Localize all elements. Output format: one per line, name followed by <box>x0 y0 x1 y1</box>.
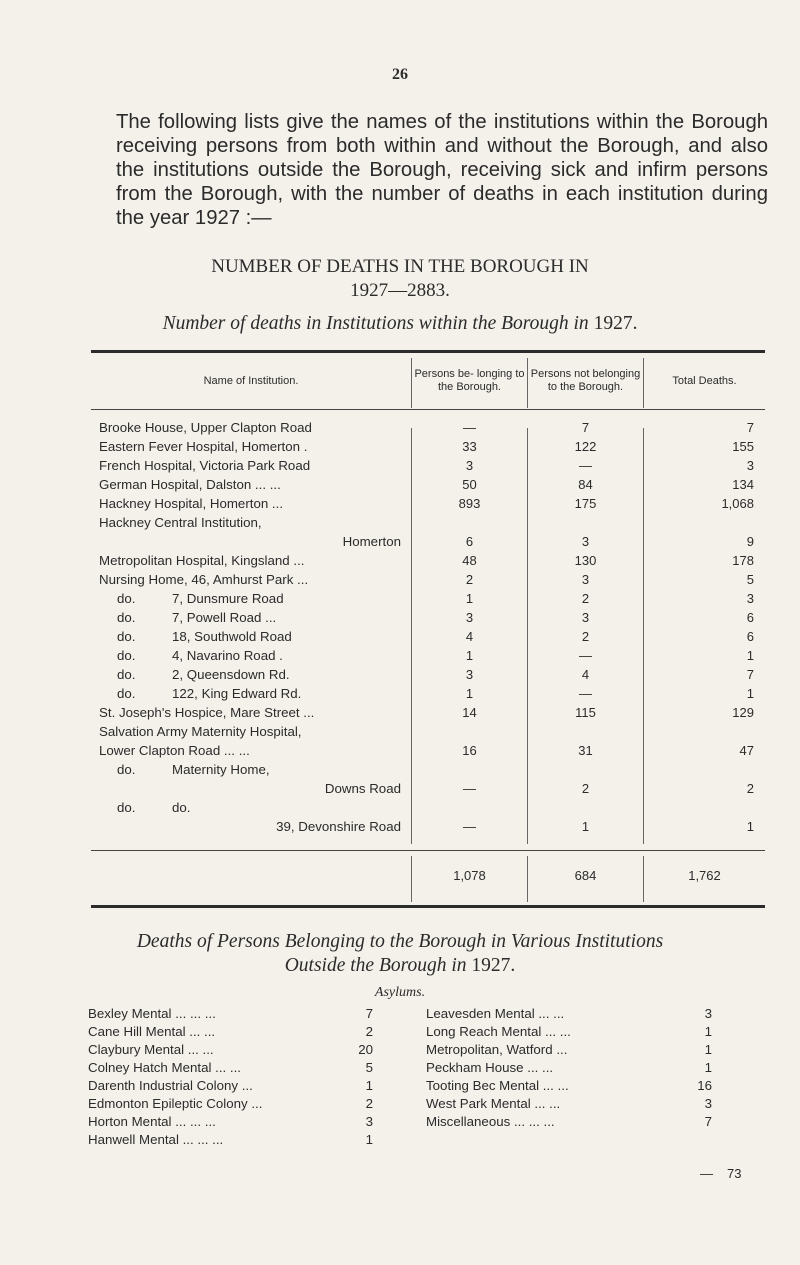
total-value: 2 <box>746 781 754 796</box>
belonging-value: 48 <box>462 553 477 568</box>
institution-label: 39, Devonshire Road <box>276 819 401 834</box>
total-value: 155 <box>732 439 754 454</box>
asylum-item <box>426 1060 712 1078</box>
table-row <box>91 439 765 457</box>
total-value: 134 <box>732 477 754 492</box>
table-row <box>91 477 765 495</box>
table-row <box>91 553 765 571</box>
asylum-count: 3 <box>365 1114 373 1129</box>
institution-name <box>117 762 401 777</box>
institution-name <box>99 439 401 454</box>
belonging-value: — <box>463 819 476 834</box>
not-belonging-value: 2 <box>581 781 590 796</box>
belonging-value: 3 <box>465 667 474 682</box>
institution-label: 2, Queensdown Rd. <box>172 667 290 682</box>
asylum-name: Metropolitan, Watford ... <box>426 1042 568 1057</box>
ditto-mark: do. <box>117 648 136 663</box>
not-belonging-value: 7 <box>581 420 590 435</box>
header-divider <box>411 358 412 408</box>
asylum-count: 2 <box>365 1096 373 1111</box>
institution-name <box>117 667 401 682</box>
institution-label: Lower Clapton Road ... ... <box>99 743 250 758</box>
asylum-item <box>88 1006 373 1024</box>
asylum-name: Colney Hatch Mental ... ... <box>88 1060 241 1075</box>
heading-line-2: 1927—2883. <box>350 280 450 301</box>
asylum-count: 16 <box>697 1078 712 1093</box>
total-value: 7 <box>746 420 754 435</box>
asylum-name: Darenth Industrial Colony ... <box>88 1078 253 1093</box>
asylum-item <box>88 1042 373 1060</box>
asylum-count: 3 <box>704 1096 712 1111</box>
asylum-count: 1 <box>365 1078 373 1093</box>
not-belonging-value: 84 <box>578 477 593 492</box>
belonging-value: 3 <box>465 610 474 625</box>
total-value: 3 <box>746 458 754 473</box>
institution-label: Hackney Central Institution, <box>99 515 262 530</box>
asylums-label: Asylums. <box>374 985 426 1000</box>
total-value: 129 <box>732 705 754 720</box>
not-belonging-value: 115 <box>575 705 596 720</box>
table-row <box>91 762 765 780</box>
not-belonging-value: 3 <box>581 534 590 549</box>
grand-total-value: 73 <box>727 1166 742 1181</box>
heading-line-1: NUMBER OF DEATHS IN THE BOROUGH IN <box>211 256 589 277</box>
belonging-value: 50 <box>462 477 477 492</box>
asylum-name: Leavesden Mental ... ... <box>426 1006 565 1021</box>
institution-label: 7, Powell Road ... <box>172 610 277 625</box>
asylum-count: 5 <box>365 1060 373 1075</box>
table-row <box>91 534 765 552</box>
ditto-mark: do. <box>117 800 136 815</box>
total-not-belonging: 684 <box>574 868 597 883</box>
total-value: 47 <box>739 743 754 758</box>
asylum-item <box>88 1096 373 1114</box>
grand-total-dash: — <box>700 1166 713 1181</box>
outside-title-line-1: Deaths of Persons Belonging to the Borough in Various Institutions <box>136 931 664 952</box>
institution-label: Hackney Hospital, Homerton ... <box>99 496 284 511</box>
asylum-name: Cane Hill Mental ... ... <box>88 1024 216 1039</box>
subheading-text: Number of deaths in Institutions within the Borough in <box>162 313 589 334</box>
institution-name <box>99 705 401 720</box>
totals-row <box>91 868 765 886</box>
subheading-year: 1927. <box>593 313 638 334</box>
institution-name <box>99 458 401 473</box>
institution-label: Eastern Fever Hospital, Homerton . <box>99 439 308 454</box>
ditto-mark: do. <box>117 667 136 682</box>
table-row <box>91 667 765 685</box>
table-row <box>91 819 765 837</box>
institution-label: Downs Road <box>324 781 401 796</box>
ditto-mark: do. <box>117 686 136 701</box>
not-belonging-value: — <box>579 458 592 473</box>
belonging-value: — <box>463 781 476 796</box>
asylum-name: Long Reach Mental ... ... <box>426 1024 571 1039</box>
table-row <box>91 781 765 799</box>
institution-label: 122, King Edward Rd. <box>172 686 302 701</box>
institution-name <box>117 591 401 606</box>
total-belonging: 1,078 <box>453 868 486 883</box>
not-belonging-value: 3 <box>581 610 590 625</box>
belonging-value: 893 <box>458 496 481 511</box>
table-row <box>91 743 765 761</box>
table-row <box>91 610 765 628</box>
asylum-count: 1 <box>704 1060 712 1075</box>
total-value: 1 <box>746 686 754 701</box>
asylum-count: 2 <box>365 1024 373 1039</box>
asylum-count: 3 <box>704 1006 712 1021</box>
ditto-mark: do. <box>117 591 136 606</box>
asylum-item <box>426 1114 712 1132</box>
total-value: 6 <box>746 629 754 644</box>
table-row <box>91 515 765 533</box>
asylum-count: 20 <box>358 1042 373 1057</box>
asylum-name: Peckham House ... ... <box>426 1060 554 1075</box>
not-belonging-value: 1 <box>581 819 590 834</box>
total-value: 3 <box>746 591 754 606</box>
institution-label: Homerton <box>342 534 401 549</box>
table-row <box>91 420 765 438</box>
institutions-table <box>91 350 765 910</box>
belonging-value: 1 <box>465 591 474 606</box>
outside-title-year: 1927. <box>471 955 516 976</box>
asylum-name: Miscellaneous ... ... ... <box>426 1114 555 1129</box>
total-value: 9 <box>746 534 754 549</box>
institution-name <box>117 610 401 625</box>
table-row <box>91 458 765 476</box>
ditto-mark: do. <box>117 610 136 625</box>
asylum-name: West Park Mental ... ... <box>426 1096 561 1111</box>
total-deaths: 1,762 <box>688 868 721 883</box>
asylum-name: Edmonton Epileptic Colony ... <box>88 1096 263 1111</box>
ditto-mark: do. <box>117 629 136 644</box>
intro-paragraph: The following lists give the names of the institutions within the Borough receiving persons from both within and without the Borough, and also the institutions outside the Borough, receiving sick and infirm persons from the Borough, with the number of deaths in each institution during the year 1927 :— <box>116 111 768 229</box>
not-belonging-value: — <box>579 686 592 701</box>
ditto-mark: do. <box>117 762 136 777</box>
asylum-name: Bexley Mental ... ... ... <box>88 1006 216 1021</box>
table-row <box>91 686 765 704</box>
asylum-count: 1 <box>704 1042 712 1057</box>
belonging-value: 33 <box>462 439 477 454</box>
institution-label: 4, Navarino Road . <box>172 648 283 663</box>
asylum-item <box>88 1114 373 1132</box>
institution-name <box>99 572 401 587</box>
not-belonging-value: — <box>579 648 592 663</box>
deaths-heading <box>0 255 800 303</box>
outside-borough-title <box>0 930 800 978</box>
belonging-value: — <box>463 420 476 435</box>
institution-label: do. <box>172 800 191 815</box>
asylum-item <box>426 1078 712 1096</box>
header-name: Name of Institution. <box>203 374 299 387</box>
asylum-item <box>88 1024 373 1042</box>
asylum-count: 1 <box>365 1132 373 1147</box>
asylum-item <box>426 1042 712 1060</box>
not-belonging-value: 175 <box>574 496 597 511</box>
table-header-rule <box>91 409 765 410</box>
not-belonging-value: 31 <box>578 743 593 758</box>
asylum-name: Claybury Mental ... ... <box>88 1042 214 1057</box>
institution-label: Salvation Army Maternity Hospital, <box>99 724 302 739</box>
institution-name <box>99 515 401 530</box>
institution-label: 18, Southwold Road <box>172 629 292 644</box>
asylum-count: 7 <box>704 1114 712 1129</box>
belonging-value: 1 <box>465 648 474 663</box>
table-row <box>91 724 765 742</box>
total-value: 1,068 <box>721 496 754 511</box>
institution-name <box>117 629 401 644</box>
total-value: 178 <box>732 553 754 568</box>
institution-name <box>99 743 401 758</box>
table-row <box>91 629 765 647</box>
asylum-count: 1 <box>704 1024 712 1039</box>
total-value: 1 <box>746 648 754 663</box>
not-belonging-value: 4 <box>581 667 590 682</box>
institution-name <box>117 800 401 815</box>
institution-label: 7, Dunsmure Road <box>172 591 284 606</box>
belonging-value: 14 <box>462 705 477 720</box>
asylums-grand-total <box>700 1166 741 1181</box>
not-belonging-value: 2 <box>581 591 590 606</box>
total-value: 5 <box>746 572 754 587</box>
not-belonging-value: 130 <box>574 553 597 568</box>
total-value: 1 <box>746 819 754 834</box>
institution-label: Metropolitan Hospital, Kingsland ... <box>99 553 305 568</box>
belonging-value: 2 <box>465 572 474 587</box>
institution-name <box>117 648 401 663</box>
institution-name <box>99 819 401 834</box>
asylum-name: Hanwell Mental ... ... ... <box>88 1132 224 1147</box>
header-not-belonging: Persons not belonging to the Borough. <box>530 368 641 393</box>
table-row <box>91 496 765 514</box>
institution-label: St. Joseph's Hospice, Mare Street ... <box>99 705 315 720</box>
belonging-value: 4 <box>465 629 474 644</box>
asylums-list-left <box>88 1006 373 1150</box>
table-row <box>91 572 765 590</box>
asylum-item <box>88 1060 373 1078</box>
institution-name <box>99 420 401 435</box>
outside-title-line-2: Outside the Borough in <box>284 955 467 976</box>
asylum-item <box>426 1006 712 1024</box>
asylum-count: 7 <box>365 1006 373 1021</box>
within-borough-subheading <box>0 313 800 335</box>
belonging-value: 1 <box>465 686 474 701</box>
table-top-rule <box>91 350 765 353</box>
not-belonging-value: 122 <box>574 439 597 454</box>
asylum-item <box>88 1078 373 1096</box>
table-row <box>91 648 765 666</box>
asylum-name: Horton Mental ... ... ... <box>88 1114 216 1129</box>
asylums-list-right <box>426 1006 712 1132</box>
institution-label: French Hospital, Victoria Park Road <box>99 458 311 473</box>
asylum-item <box>426 1024 712 1042</box>
table-sum-rule <box>91 850 765 851</box>
institution-name <box>99 781 401 796</box>
page-number: 26 <box>392 66 408 83</box>
institution-name <box>99 477 401 492</box>
table-row <box>91 800 765 818</box>
not-belonging-value: 2 <box>581 629 590 644</box>
table-row <box>91 705 765 723</box>
asylum-name: Tooting Bec Mental ... ... <box>426 1078 569 1093</box>
institution-name <box>99 496 401 511</box>
header-belonging: Persons be- longing to the Borough. <box>414 368 525 393</box>
institution-name <box>117 686 401 701</box>
institution-name <box>99 553 401 568</box>
total-value: 6 <box>746 610 754 625</box>
header-divider <box>527 358 528 408</box>
total-value: 7 <box>746 667 754 682</box>
header-total: Total Deaths. <box>672 374 737 387</box>
belonging-value: 6 <box>465 534 474 549</box>
institution-label: Brooke House, Upper Clapton Road <box>99 420 312 435</box>
institution-name <box>99 534 401 549</box>
asylum-item <box>88 1132 373 1150</box>
not-belonging-value: 3 <box>581 572 590 587</box>
institution-label: Maternity Home, <box>172 762 270 777</box>
header-divider <box>643 358 644 408</box>
belonging-value: 3 <box>465 458 474 473</box>
table-bottom-rule <box>91 905 765 908</box>
table-row <box>91 591 765 609</box>
institution-label: German Hospital, Dalston ... ... <box>99 477 281 492</box>
asylum-item <box>426 1096 712 1114</box>
institution-label: Nursing Home, 46, Amhurst Park ... <box>99 572 309 587</box>
belonging-value: 16 <box>462 743 477 758</box>
institution-name <box>99 724 401 739</box>
